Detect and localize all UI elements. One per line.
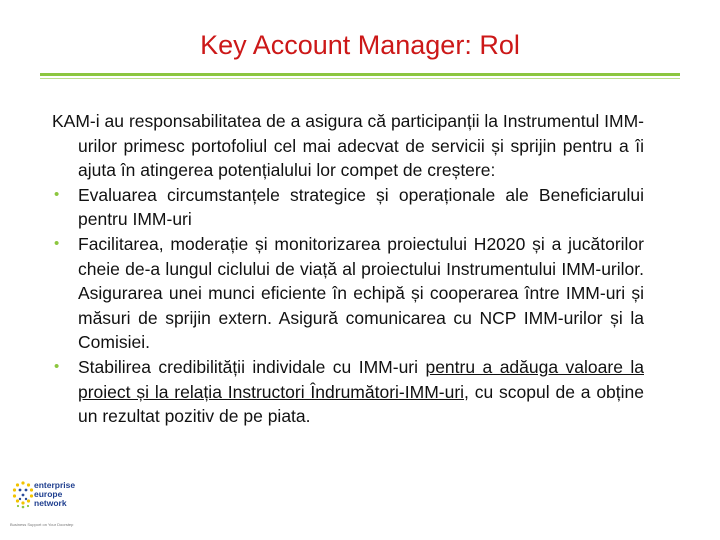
bullet-list bbox=[52, 183, 644, 429]
list-item bbox=[52, 183, 644, 232]
bullet-icon: • bbox=[54, 185, 60, 203]
bullet-text: Facilitarea, moderație și monitorizarea proiectului H2020 și a jucătorilor cheie de-a lungul ciclului de viață al proiectului Instrumentului IMM-urilor. Asigurarea unei munci eficiente în echipă și cooperarea între IMM-uri și măsuri de sprijin extern. Asigură comunicarea cu NCP IMM-urilor și la Comisiei. bbox=[78, 233, 644, 353]
list-item bbox=[52, 232, 644, 355]
bullet-icon: • bbox=[54, 234, 60, 252]
stars-circle-icon bbox=[12, 480, 34, 510]
enterprise-europe-network-logo bbox=[8, 474, 74, 530]
slide-body bbox=[52, 109, 644, 429]
bullet-icon: • bbox=[54, 357, 60, 375]
list-item bbox=[52, 355, 644, 429]
logo-line-2: europe bbox=[34, 489, 63, 499]
title-divider bbox=[40, 73, 680, 76]
bullet-text-start: Stabilirea credibilității individale cu IMM-uri bbox=[78, 356, 426, 377]
logo-wordmark bbox=[34, 481, 75, 508]
slide-title: Key Account Manager: Rol bbox=[200, 30, 520, 60]
intro-paragraph: KAM-i au responsabilitatea de a asigura că participanții la Instrumentul IMM-urilor primesc portofoliul cel mai adecvat de servicii și sprijin pentru a îi ajuta în atingerea potențialului lor compet de creștere: bbox=[52, 111, 644, 181]
logo-line-1: enterprise bbox=[34, 480, 76, 490]
title-divider-thin bbox=[40, 78, 680, 79]
bullet-text: Evaluarea circumstanțele strategice și operaționale ale Beneficiarului pentru IMM-uri bbox=[78, 184, 644, 230]
bullet-text-end: , cu scopul de a obține un rezultat pozitiv de pe piata. bbox=[78, 381, 644, 427]
underlined-text: pentru a adăuga valoare la proiect și la relația Instructori Îndrumători-IMM-uri bbox=[78, 356, 644, 402]
logo-line-3: network bbox=[34, 498, 67, 508]
logo-tagline: Business Support on Your Doorstep bbox=[10, 522, 74, 527]
